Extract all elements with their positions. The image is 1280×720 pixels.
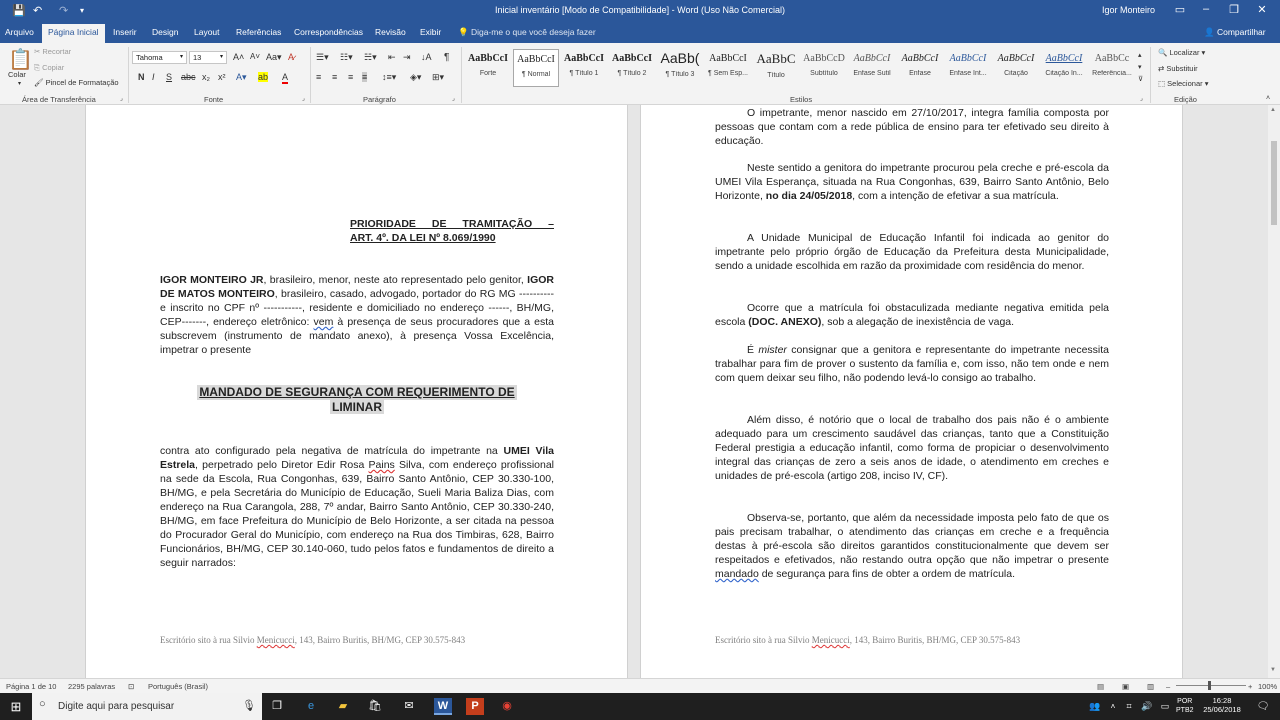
copy-button[interactable]: ⎘ Copiar xyxy=(34,63,65,72)
title-bar xyxy=(0,0,1280,22)
undo-icon[interactable]: ↶ xyxy=(33,5,43,17)
style-subtitulo[interactable]: AaBbCcD Subtítulo xyxy=(803,53,845,77)
body-paragraph: contra ato configurado pela negativa de matrícula do impetrante na UMEI Vila Estrela, perpetrado pelo Diretor Edir Rosa Pains Silva, com endereço profissional na sede da Escola, Rua Congonhas, 639, Bairro Santo Antônio, CEP 30.330-100, BH/MG, e pela Secretária do Município de Educação, Sueli Maria Baliza Dias, com endereço na Rua Carangola, 288, 7º andar, Bairro Santo Antônio, CEP 30.330-240, BH/MG, em face Prefeitura do Município de Belo Horizonte, a ser citada na pessoa do Procurador Geral do Município, com endereço na Rua dos Timbiras, 628, Bairro Funcionários, BH/MG, CEP 30.140-060, tudo pelos fatos e fundamentos de direito a seguir narrados: xyxy=(160,445,555,569)
numbering-icon[interactable]: ☷▾ xyxy=(340,52,353,62)
line-spacing-icon[interactable]: ↕≡▾ xyxy=(382,72,397,82)
page-right[interactable] xyxy=(640,105,1183,678)
paragraph-6: Além disso, é notório que o local de trabalho dos pais não é o ambiente adequado para um crescimento saudável das crianças, tanto que a Constituição Federal prestigia a educação infantil, como forma de propiciar o desenvolvimento integral das crianças de zero a seis anos de idade, o atendimento em creches e unidades de pré-escola (artigo 208, inciso IV, CF). xyxy=(715,414,1109,482)
style-citacao-intensa[interactable]: AaBbCcI Citação In... xyxy=(1045,53,1083,77)
shrink-font-icon[interactable]: A˅ xyxy=(250,52,261,61)
zoom-in-icon[interactable]: + xyxy=(1248,682,1253,691)
tab-arquivo[interactable]: Arquivo xyxy=(5,27,34,37)
subscript-icon[interactable]: x₂ xyxy=(202,72,210,82)
microphone-icon[interactable]: 🎙 xyxy=(242,700,256,712)
replace-icon: ⇄ xyxy=(1158,64,1167,73)
task-view-icon[interactable]: ❐ xyxy=(272,700,282,712)
font-name-combo[interactable]: Tahoma ▾ xyxy=(132,51,187,64)
styles-scroll-up-icon[interactable]: ▴ xyxy=(1138,52,1142,59)
tab-inserir[interactable]: Inserir xyxy=(113,27,137,37)
tab-pagina-inicial[interactable]: Página Inicial xyxy=(42,24,105,43)
person-icon: 👤 xyxy=(1204,27,1217,37)
priority-notice: PRIORIDADE DE TRAMITAÇÃO – ART. 4º. DA LEI Nº 8.069/1990 xyxy=(350,218,554,244)
text-effects-icon[interactable]: A▾ xyxy=(236,72,247,82)
taskbar xyxy=(0,693,1280,720)
styles-launcher-icon[interactable]: ⌟ xyxy=(1140,96,1143,102)
bullets-icon[interactable]: ☰▾ xyxy=(316,52,329,62)
zoom-level[interactable]: 100% xyxy=(1258,682,1278,691)
clipboard-launcher-icon[interactable]: ⌟ xyxy=(120,96,123,102)
customize-icon[interactable]: ▾ xyxy=(80,6,85,15)
paragraph-4: Ocorre que a matrícula foi obstaculizada mediante negativa emitida pela escola (DOC. ANEXO), sob a alegação de inexistência de vaga. xyxy=(715,302,1109,328)
scissors-icon: ✂ xyxy=(34,47,43,56)
font-group-label: Fonte xyxy=(204,95,224,104)
find-button[interactable]: 🔍 Localizar ▾ xyxy=(1158,48,1206,57)
file-explorer-icon[interactable]: ▰ xyxy=(338,700,348,712)
decrease-indent-icon[interactable]: ⇤ xyxy=(388,52,396,62)
page-count[interactable]: Página 1 de 10 xyxy=(6,682,57,691)
justify-icon[interactable]: ≡ xyxy=(362,72,368,82)
save-icon[interactable]: 💾 xyxy=(12,5,26,17)
paragraph-5: É mister consignar que a genitora e representante do impetrante necessita trabalhar para fim de prover o sustento da família e, com isso, não tem onde e nem com quem deixar seu filho, não podendo levá-lo consigo ao trabalho. xyxy=(715,344,1110,384)
borders-icon[interactable]: ⊞▾ xyxy=(432,72,445,82)
font-color-icon[interactable]: A xyxy=(282,72,289,82)
format-painter-button[interactable]: 🖌 Pincel de Formatação xyxy=(34,78,119,87)
style-titulo-1[interactable]: AaBbCcI ¶ Título 1 xyxy=(563,53,604,77)
paragraph-group-label: Parágrafo xyxy=(363,95,396,104)
styles-more-icon[interactable]: ⊽ xyxy=(1138,76,1144,83)
replace-button[interactable]: ⇄ Substituir xyxy=(1158,64,1198,73)
people-icon[interactable]: 👥 xyxy=(1089,701,1101,711)
sort-icon[interactable]: ↓A xyxy=(421,52,432,62)
multilevel-icon[interactable]: ☵▾ xyxy=(364,52,377,62)
tab-referencias[interactable]: Referências xyxy=(236,27,282,37)
redo-icon[interactable]: ↷ xyxy=(59,5,69,17)
tab-correspondencias[interactable]: Correspondências xyxy=(294,27,363,37)
style-titulo[interactable]: AaBbC Título xyxy=(756,51,796,79)
chrome-icon[interactable]: ◉ xyxy=(502,700,512,712)
windows-start-icon[interactable]: ⊞ xyxy=(10,699,22,714)
document-heading: MANDADO DE SEGURANÇA COM REQUERIMENTO DE LIMINAR xyxy=(199,385,515,414)
style-enfase[interactable]: AaBbCcI Ênfase xyxy=(901,53,939,77)
change-case-icon[interactable]: Aa▾ xyxy=(266,52,282,62)
scrollbar-thumb[interactable] xyxy=(1271,141,1277,225)
zoom-slider-thumb[interactable] xyxy=(1208,681,1211,690)
paragraph-2: Neste sentido a genitora do impetrante procurou pela creche e pré-escola da UMEI Vila Esperança, situada na Rua Congonhas, 639, Bairro Santo Antônio, Belo Horizonte, no dia 24/05/2018, com a intenção de efetivar a sua matrícula. xyxy=(715,162,1109,202)
style-titulo-2[interactable]: AaBbCcI ¶ Título 2 xyxy=(611,53,652,77)
notifications-icon[interactable]: 🗨 xyxy=(1256,701,1270,712)
ribbon: 📋 Colar ▾ ✂ Recortar ⎘ Copiar 🖌 Pincel de Formatação Área de Transferência ⌟ Tahoma ▾ 13 ▾ A˄ A˅ Aa▾ A̷ N I S abc x₂ x² A▾ ab A Fonte ⌟ ☰▾ ☷▾ ☵▾ ⇤ ⇥ ↓A ¶ ≡ ≡ ≡ ≡ ↕≡▾ ◈▾ ⊞▾ Parágrafo ⌟ AaBbCcI Forte AaBbCcI ¶ Normal AaBbCcI ¶ Título 1 AaBbCcI ¶ Título 2 AaBb( ¶ Título 3 AaBbCcI ¶ Sem Esp... AaBbC Título AaBbCcD Subtítulo AaBbCcI Ênfase Sutil AaBbCcI Ênfase AaBbCcI Ênfase Int... AaBbCcI Citação AaBbCcI Citação In... AaBbCc Referência... ▴ ▾ ⊽ Estilos ⌟ 🔍 Localizar ▾ ⇄ Substituir ⬚ Selecionar ▾ Edição ˄ xyxy=(0,43,1280,105)
font-size-combo[interactable]: 13 ▾ xyxy=(189,51,227,64)
align-right-icon[interactable]: ≡ xyxy=(348,72,354,82)
edge-icon[interactable]: e xyxy=(307,700,315,712)
store-icon[interactable]: 🛍 xyxy=(368,700,382,712)
style-sem-espaco[interactable]: AaBbCcI ¶ Sem Esp... xyxy=(708,53,748,77)
styles-scroll-down-icon[interactable]: ▾ xyxy=(1138,64,1142,71)
align-left-icon[interactable]: ≡ xyxy=(316,72,322,82)
tab-layout[interactable]: Layout xyxy=(194,27,220,37)
search-icon: 🔍 xyxy=(1158,48,1170,57)
tab-exibir[interactable]: Exibir xyxy=(420,27,442,37)
zoom-slider[interactable] xyxy=(1176,685,1246,686)
paragraph-1: O impetrante, menor nascido em 27/10/2017, integra família composta por pessoas que contam com a rede pública de ensino para ter efetivado seu direito à educação. xyxy=(715,107,1109,147)
strikethrough-icon[interactable]: abc xyxy=(181,72,196,82)
style-citacao[interactable]: AaBbCcI Citação xyxy=(997,53,1035,77)
select-icon: ⬚ xyxy=(1158,79,1168,88)
volume-icon[interactable]: 🔊 xyxy=(1141,701,1153,711)
paste-icon[interactable]: 📋 xyxy=(8,49,33,71)
search-circle-icon: ○ xyxy=(39,698,46,710)
minimize-icon[interactable]: – xyxy=(1202,3,1210,15)
print-layout-icon[interactable]: ▣ xyxy=(1122,682,1130,691)
word-app-icon[interactable]: W xyxy=(434,698,452,715)
highlight-icon[interactable]: ab xyxy=(258,72,269,82)
window-title: Inicial inventário [Modo de Compatibilidade] - Word (Uso Não Comercial) xyxy=(495,5,785,15)
word-count[interactable]: 2295 palavras xyxy=(68,682,116,691)
styles-group-label: Estilos xyxy=(790,95,813,104)
style-normal[interactable]: AaBbCcI ¶ Normal xyxy=(513,49,559,87)
superscript-icon[interactable]: x² xyxy=(218,72,226,82)
underline-icon[interactable]: S xyxy=(166,72,173,82)
intro-paragraph: IGOR MONTEIRO JR, brasileiro, menor, neste ato representado pelo genitor, IGOR DE MATOS MONTEIRO, brasileiro, casado, advogado, portador do RG MG ---------- e inscrito no CPF nº -----------, residente e domiciliado no endereço ------, BH/MG, CEP-------, endereço eletrônico: vem à presença de seus procuradores que a esta subscrevem (instrumento de mandato anexo), à presença Vossa Excelência, impetrar o presente xyxy=(160,274,555,356)
tell-me-search[interactable]: 💡 Diga-me o que você deseja fazer xyxy=(458,27,596,37)
shading-icon[interactable]: ◈▾ xyxy=(410,72,422,82)
scroll-up-icon[interactable]: ▲ xyxy=(1270,107,1276,113)
style-titulo-3[interactable]: AaBb( ¶ Título 3 xyxy=(660,50,700,78)
paragraph-7: Observa-se, portanto, que além da necessidade imposta pelo fato de que os pais precisam trabalhar, o atendimento das crianças em creche e a frequência destas à pré-escola são direitos garantidos constitucionalmente que devem ser respeitados e efetivados, não restando outra opção que não impetrar o presente mandado de segurança para fins de obter a ordem de matrícula. xyxy=(715,512,1109,580)
network-icon[interactable]: ⌗ xyxy=(1126,701,1132,711)
editing-group-label: Edição xyxy=(1174,95,1197,104)
collapse-ribbon-icon[interactable]: ˄ xyxy=(1266,95,1271,102)
status-bar xyxy=(0,678,1280,693)
style-forte[interactable]: AaBbCcI Forte xyxy=(467,53,508,77)
scroll-down-icon[interactable]: ▼ xyxy=(1270,667,1276,673)
paste-button[interactable]: Colar xyxy=(8,70,26,79)
zoom-out-icon[interactable]: – xyxy=(1166,682,1171,691)
page-left[interactable] xyxy=(85,105,628,678)
battery-icon[interactable]: ▭ xyxy=(1160,701,1170,711)
powerpoint-icon[interactable]: P xyxy=(466,698,484,715)
cut-button[interactable]: ✂ Recortar xyxy=(34,47,72,56)
tab-design[interactable]: Design xyxy=(152,27,179,37)
style-referencia[interactable]: AaBbCc Referência... xyxy=(1092,53,1132,77)
read-mode-icon[interactable]: ▤ xyxy=(1097,682,1105,691)
font-launcher-icon[interactable]: ⌟ xyxy=(302,96,305,102)
language[interactable]: Português (Brasil) xyxy=(148,682,209,691)
brush-icon: 🖌 xyxy=(34,78,46,87)
web-layout-icon[interactable]: ▥ xyxy=(1147,682,1155,691)
ribbon-options-icon[interactable]: ▭ xyxy=(1174,4,1186,16)
lightbulb-icon: 💡 xyxy=(458,27,471,37)
share-button[interactable]: 👤 Compartilhar xyxy=(1204,27,1266,37)
close-icon[interactable]: ✕ xyxy=(1257,4,1267,16)
page-footer: Escritório sito à rua Silvio Menicucci, 143, Bairro Buritis, BH/MG, CEP 30.575-843 xyxy=(715,635,1021,645)
paragraph-launcher-icon[interactable]: ⌟ xyxy=(452,96,455,102)
italic-icon[interactable]: I xyxy=(152,72,155,82)
restore-icon[interactable]: ❐ xyxy=(1229,4,1239,16)
style-enfase-intensa[interactable]: AaBbCcI Ênfase Int... xyxy=(949,53,987,77)
vertical-scrollbar[interactable] xyxy=(1268,105,1280,678)
increase-indent-icon[interactable]: ⇥ xyxy=(403,52,411,62)
clock[interactable]: 16:28 25/06/2018 xyxy=(1203,696,1241,714)
tab-revisao[interactable]: Revisão xyxy=(375,27,406,37)
user-name[interactable]: Igor Monteiro xyxy=(1102,5,1156,15)
copy-icon: ⎘ xyxy=(34,63,43,72)
tray-chevron-icon[interactable]: ˄ xyxy=(1110,702,1116,711)
grow-font-icon[interactable]: A˄ xyxy=(233,52,245,62)
style-enfase-sutil[interactable]: AaBbCcI Ênfase Sutil xyxy=(853,53,891,77)
select-button[interactable]: ⬚ Selecionar ▾ xyxy=(1158,79,1209,88)
taskbar-search-box[interactable]: ○ Digite aqui para pesquisar 🎙 xyxy=(32,693,262,720)
align-center-icon[interactable]: ≡ xyxy=(332,72,338,82)
paragraph-3: A Unidade Municipal de Educação Infantil foi indicada ao genitor do impetrante pelo próprio órgão de Educação da Prefeitura desta Municipalidade, sendo a unidade escolhida em razão da proximidade com residência do menor. xyxy=(715,232,1109,272)
input-language[interactable]: POR PTB2 xyxy=(1176,698,1194,714)
page-footer: Escritório sito à rua Silvio Menicucci, 143, Bairro Buritis, BH/MG, CEP 30.575-843 xyxy=(160,635,466,645)
bold-icon[interactable]: N xyxy=(138,72,145,82)
clipboard-group-label: Área de Transferência xyxy=(22,95,96,104)
document-area xyxy=(0,105,1268,678)
ribbon-tabs xyxy=(0,22,1280,43)
clear-formatting-icon[interactable]: A̷ xyxy=(288,52,295,62)
pilcrow-icon[interactable]: ¶ xyxy=(444,52,450,63)
mail-icon[interactable]: ✉ xyxy=(404,700,414,712)
proofing-icon[interactable]: ⊡ xyxy=(128,682,135,691)
